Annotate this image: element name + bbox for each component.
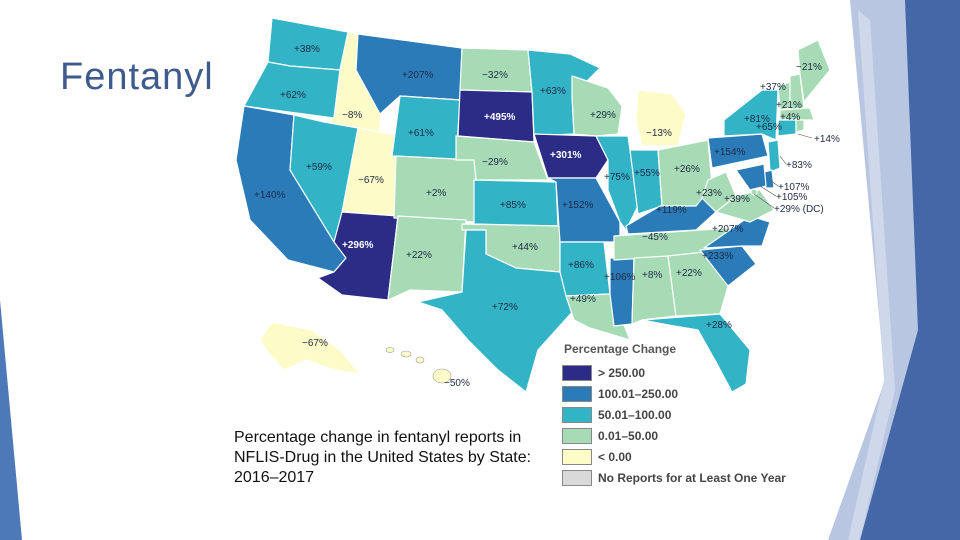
label-IL: +75%: [604, 172, 630, 183]
label-DE: +107%: [778, 182, 810, 193]
label-SC: +233%: [702, 251, 734, 262]
label-CA: +140%: [254, 190, 286, 201]
label-MD: +105%: [776, 192, 808, 203]
legend-item: [562, 467, 812, 488]
legend-swatch: [562, 365, 592, 381]
label-RI: +14%: [814, 134, 840, 145]
label-MT: +207%: [402, 70, 434, 81]
label-PA: +154%: [714, 147, 746, 158]
label-VT: +37%: [760, 82, 786, 93]
legend-label: < 0.00: [598, 449, 632, 464]
legend-label: 0.01–50.00: [598, 428, 659, 443]
label-SD: +495%: [484, 112, 516, 123]
label-TN: −45%: [642, 232, 668, 243]
label-WI: +29%: [590, 110, 616, 121]
state-MD: [736, 164, 766, 190]
label-MN: +63%: [540, 86, 566, 97]
label-HI: −50%: [444, 378, 470, 389]
state-HI: [386, 348, 451, 384]
state-NJ: [768, 140, 780, 172]
label-ID: −8%: [342, 110, 363, 121]
state-MS: [610, 258, 634, 326]
map-caption: Percentage change in fentanyl reports in NFLIS-Drug in the United States by State: 2016–2017: [234, 429, 532, 486]
label-KY: +119%: [656, 205, 687, 216]
label-WV: +23%: [696, 188, 722, 199]
legend-item: [562, 362, 812, 383]
label-IA: +301%: [550, 150, 582, 161]
label-VA: +39%: [724, 194, 750, 205]
label-ND: −32%: [482, 70, 508, 81]
label-MA: +4%: [780, 112, 801, 123]
label-TX: +72%: [492, 302, 518, 313]
label-NY: +81%: [744, 114, 770, 125]
label-WY: +61%: [408, 128, 434, 139]
label-GA: +22%: [676, 268, 702, 279]
legend-swatch: [562, 449, 592, 465]
label-AZ: +296%: [342, 240, 374, 251]
legend-swatch: [562, 470, 592, 486]
label-MO: +152%: [562, 200, 594, 211]
label-KS: +85%: [500, 200, 526, 211]
label-UT: −67%: [358, 175, 384, 186]
legend-item: [562, 404, 812, 425]
label-NC: +207%: [712, 224, 744, 235]
label-NE: −29%: [482, 157, 508, 168]
label-ME: −21%: [796, 62, 822, 73]
label-FL: +28%: [706, 320, 732, 331]
label-OK: +44%: [512, 242, 538, 253]
label-AL: +8%: [642, 270, 663, 281]
label-AR: +86%: [568, 260, 594, 271]
legend-title: Percentage Change: [564, 342, 677, 356]
legend-swatch: [562, 428, 592, 444]
legend-label: 50.01–100.00: [598, 407, 672, 422]
legend-item: [562, 446, 812, 467]
slide-title: Fentanyl: [60, 56, 214, 98]
label-MS: +106%: [604, 272, 636, 283]
map-legend: [562, 342, 812, 488]
label-WA: +38%: [294, 44, 320, 55]
label-IN: +55%: [634, 168, 660, 179]
leader-line: [798, 134, 812, 138]
legend-label: > 250.00: [598, 365, 646, 380]
label-NV: +59%: [306, 162, 332, 173]
legend-swatch: [562, 407, 592, 423]
label-NH: +21%: [776, 100, 802, 111]
legend-item: [562, 383, 812, 404]
legend-item: [562, 425, 812, 446]
legend-label: 100.01–250.00: [598, 386, 679, 401]
label-NM: +22%: [406, 250, 432, 261]
us-map: [230, 10, 840, 395]
label-OR: +62%: [280, 90, 306, 101]
label-AK: −67%: [302, 338, 328, 349]
state-WI: [572, 76, 622, 136]
left-accent-shape: [0, 300, 22, 540]
label-CT: +65%: [756, 122, 782, 133]
label-NJ: +83%: [786, 160, 812, 171]
legend-label: No Reports for at Least One Year: [598, 470, 786, 485]
legend-swatch: [562, 386, 592, 402]
label-MI: −13%: [646, 128, 672, 139]
label-DC: +29% (DC): [774, 204, 824, 215]
label-CO: +2%: [426, 188, 447, 199]
label-OH: +26%: [674, 164, 700, 175]
label-LA: +49%: [570, 294, 596, 305]
